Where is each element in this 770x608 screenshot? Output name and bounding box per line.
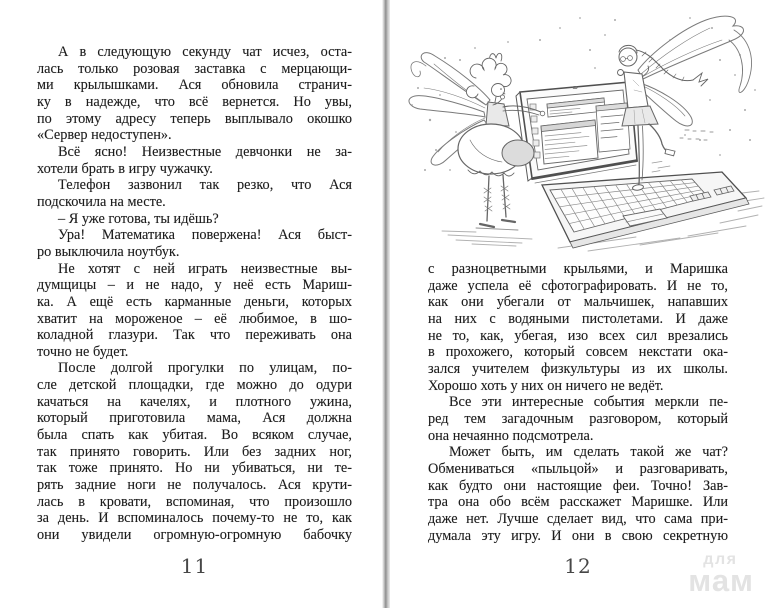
text-line: лась в кровати, вспоминая, что произошло <box>37 493 352 510</box>
right-page-text <box>428 261 728 544</box>
text-line: Всё ясно! Неизвестные девчонки не за- <box>58 143 352 160</box>
text-line: была спать как убитая. Во всяком случае, <box>37 427 352 444</box>
text-line: они увидели огромную-огромную бабочку <box>37 527 352 544</box>
text-line: рять задние ноги не получалось. Ася крути- <box>37 477 352 494</box>
text-line: «Сервер недоступен». <box>37 127 172 144</box>
text-line: с разноцветными крыльями, и Маришка <box>428 261 728 277</box>
left-page <box>0 0 383 608</box>
text-line: коладной глазури. Так что переживать она <box>37 327 352 344</box>
text-line: хватит на мороженое – её любимое, в шо- <box>37 310 352 327</box>
text-line: думщицы – и не надо, у неё есть Мариш- <box>37 277 352 294</box>
left-page-text <box>37 44 352 544</box>
left-fairy <box>409 53 545 227</box>
text-line: Ура! Математика повержена! Ася быст- <box>58 227 352 244</box>
text-line: который приготовила мама, Ася должна <box>37 410 352 427</box>
text-line: – Я уже готова, ты идёшь? <box>58 210 219 227</box>
text-line: качаться на качелях, и плотного ужина, <box>37 393 352 410</box>
text-line: После долгой прогулки по улицам, по- <box>58 360 352 377</box>
text-line: ка. А ещё есть карманные деньги, которых <box>37 293 352 310</box>
right-page-number: 12 <box>564 554 592 578</box>
right-fairy-wings <box>637 16 752 126</box>
text-line: даже успела её сфотографировать. И не то, <box>428 277 728 294</box>
text-line: Не хотят с ней играть неизвестные вы- <box>58 260 352 277</box>
watermark-line2: мам <box>688 563 754 599</box>
text-line: так принято говорить. Или без задних ног, <box>37 443 352 460</box>
text-line: Все эти интересные события меркли пе- <box>449 394 728 411</box>
text-line: хотели брать в игру чужачку. <box>37 160 213 177</box>
text-line: не то, как, убегая, изо всех сил врезались <box>428 327 728 344</box>
text-line: Хорошо хоть у них он ничего не ведёт. <box>428 377 664 394</box>
left-page-number: 11 <box>180 554 209 578</box>
text-line: как будто они настоящие феи. Точно! Зав- <box>428 477 728 494</box>
text-line: в прохожего, который совсем некстати ока- <box>428 344 728 361</box>
text-line: лась только розовая заставка с мерцающи- <box>37 60 352 77</box>
site-watermark <box>688 550 754 599</box>
text-line: Может быть, им сделать такой же чат? <box>449 444 728 461</box>
right-page <box>390 0 770 608</box>
text-line: тра она обо всём расскажет Маришке. Или <box>428 494 728 511</box>
right-fairy <box>618 16 752 191</box>
text-line: ро выключила ноутбук. <box>37 243 180 260</box>
text-line: сле детской площадки, где можно до одури <box>37 377 352 394</box>
text-line: Обмениваться «пыльцой» и разговаривать, <box>428 460 728 477</box>
text-line: точно не будет. <box>37 343 129 360</box>
text-line: ред тем загадочным разговором, который <box>428 410 728 427</box>
text-line: подскочила на месте. <box>37 193 166 210</box>
text-line: даже нет. Лучше сделает вид, что сама при- <box>428 510 728 527</box>
text-line: как они убегали от мальчишек, напавших <box>428 294 728 311</box>
text-line: ми крылышками. Ася обновила странич- <box>37 77 352 94</box>
text-line: ку в надежде, что всё вернется. Но увы, <box>37 93 352 110</box>
text-line: Телефон зазвонил так резко, что Ася <box>58 177 352 194</box>
text-line: она нечаянно подсмотрела. <box>428 427 594 444</box>
text-line: по этому адресу теперь выплывало окошко <box>37 110 352 127</box>
text-line: за день. И вспоминалось почему-то не то, как <box>37 510 352 527</box>
text-line: так тоже принято. Но ни убиваться, ни те- <box>37 460 352 477</box>
fairy-laptop-illustration <box>390 0 770 258</box>
text-line: А в следующую секунду чат исчез, оста- <box>58 44 352 60</box>
text-line: на них с водяными пистолетами. И даже <box>428 310 728 327</box>
text-line: думала эту игру. И они в свою секретную <box>428 527 728 544</box>
watermark-line1: для <box>703 550 738 568</box>
text-line: зался учителем физкультуры из их школы. <box>428 360 728 377</box>
